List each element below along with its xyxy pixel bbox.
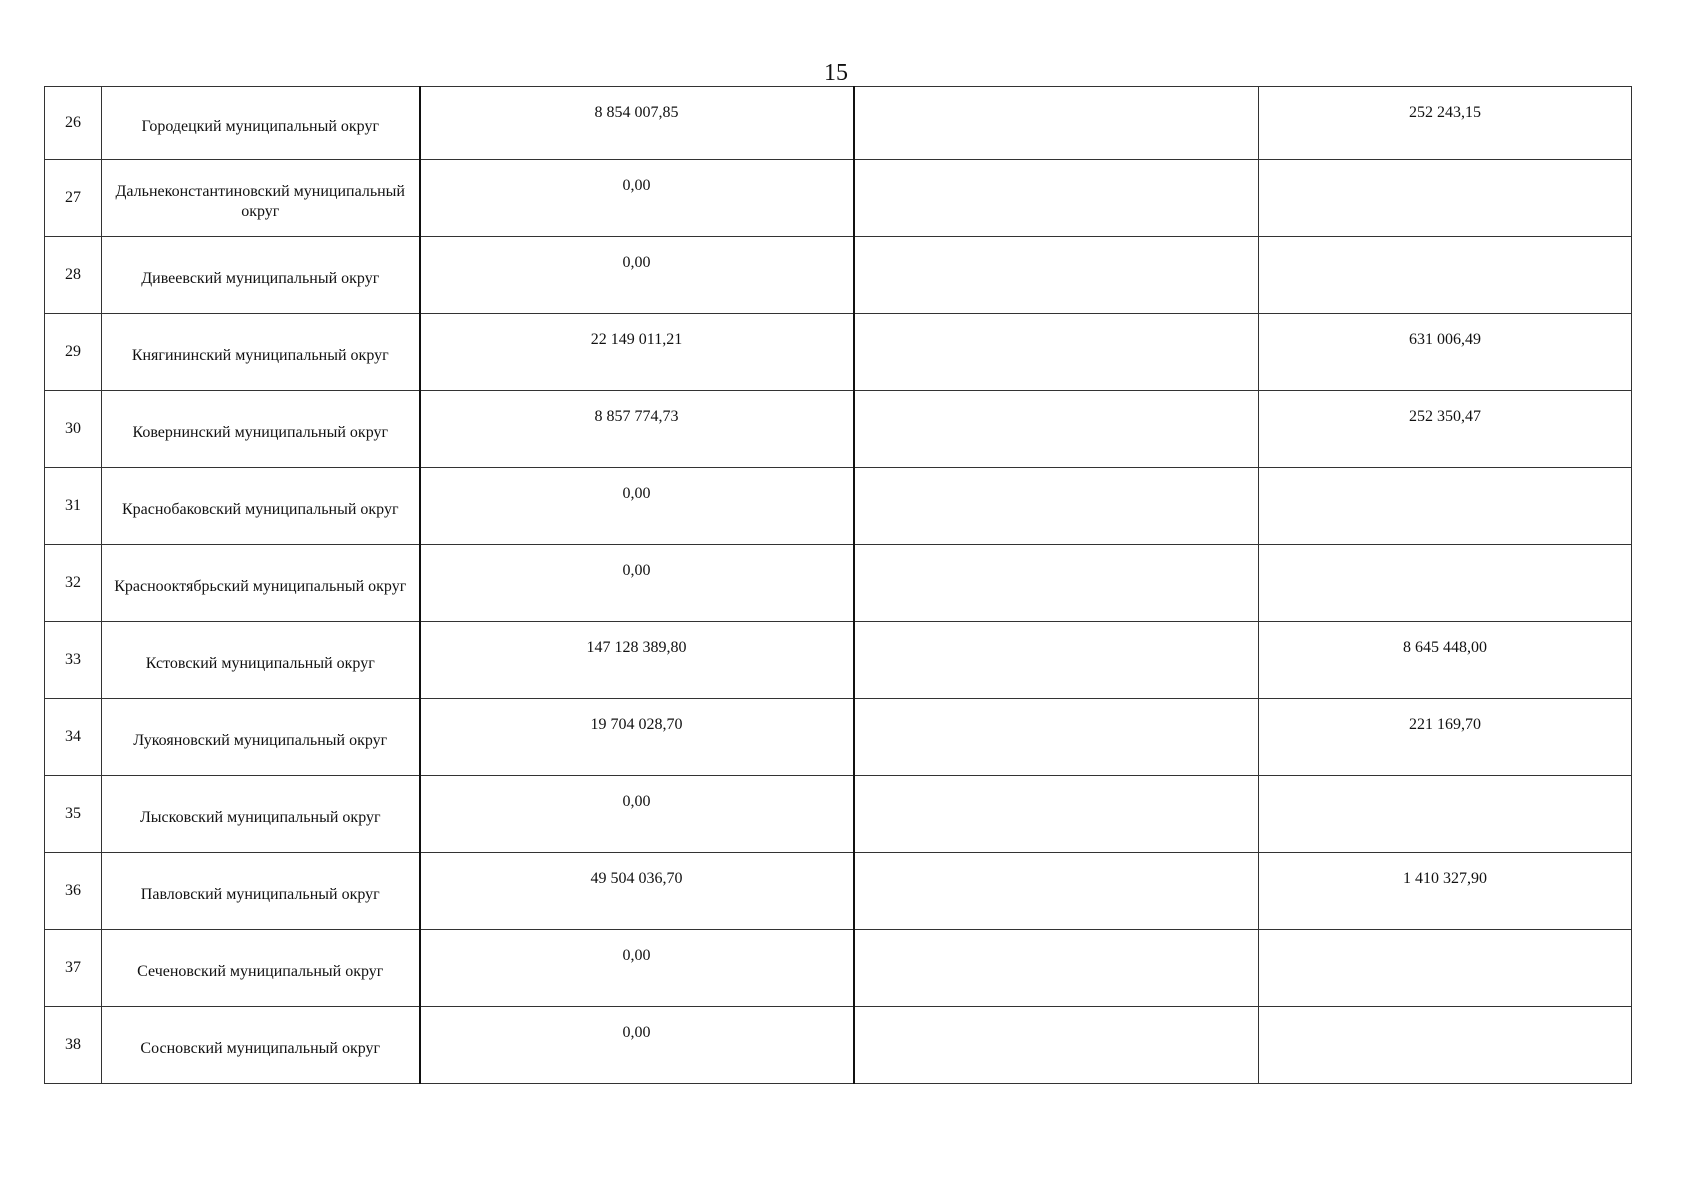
row-number-cell: 35 [45,776,102,853]
table-row [45,699,1632,776]
row-number-cell: 27 [45,160,102,237]
empty-amount-cell [854,468,1259,545]
row-number-cell: 29 [45,314,102,391]
amount-cell: 19 704 028,70 [420,699,854,776]
empty-amount-cell [854,160,1259,237]
table-row [45,391,1632,468]
municipality-name-cell: Дальнеконстантиновский муниципальный округ [102,160,420,237]
amount-cell: 0,00 [420,776,854,853]
row-number-cell: 32 [45,545,102,622]
municipality-name-cell: Городецкий муниципальный округ [102,87,420,160]
row-number-cell: 30 [45,391,102,468]
row-number-cell: 34 [45,699,102,776]
table-row [45,468,1632,545]
secondary-amount-cell [1259,545,1632,622]
municipality-name-cell: Краснобаковский муниципальный округ [102,468,420,545]
empty-amount-cell [854,930,1259,1007]
amount-cell: 0,00 [420,160,854,237]
secondary-amount-cell [1259,160,1632,237]
municipality-name-cell: Павловский муниципальный округ [102,853,420,930]
empty-amount-cell [854,699,1259,776]
table-row [45,1007,1632,1084]
row-number-cell: 28 [45,237,102,314]
table-row [45,237,1632,314]
empty-amount-cell [854,1007,1259,1084]
empty-amount-cell [854,87,1259,160]
row-number-cell: 37 [45,930,102,1007]
municipality-name-cell: Лысковский муниципальный округ [102,776,420,853]
secondary-amount-cell [1259,237,1632,314]
table-row [45,160,1632,237]
table-row [45,622,1632,699]
empty-amount-cell [854,391,1259,468]
table-row [45,930,1632,1007]
municipality-name-cell: Княгининский муниципальный округ [102,314,420,391]
secondary-amount-cell [1259,1007,1632,1084]
row-number-cell: 36 [45,853,102,930]
table-row [45,776,1632,853]
amount-cell: 0,00 [420,468,854,545]
amount-cell: 49 504 036,70 [420,853,854,930]
municipality-name-cell: Сосновский муниципальный округ [102,1007,420,1084]
empty-amount-cell [854,776,1259,853]
secondary-amount-cell: 631 006,49 [1259,314,1632,391]
empty-amount-cell [854,237,1259,314]
data-table [44,86,1632,1084]
secondary-amount-cell: 8 645 448,00 [1259,622,1632,699]
row-number-cell: 38 [45,1007,102,1084]
amount-cell: 147 128 389,80 [420,622,854,699]
empty-amount-cell [854,545,1259,622]
amount-cell: 0,00 [420,237,854,314]
secondary-amount-cell [1259,776,1632,853]
empty-amount-cell [854,622,1259,699]
empty-amount-cell [854,314,1259,391]
municipality-name-cell: Ковернинский муниципальный округ [102,391,420,468]
amount-cell: 8 857 774,73 [420,391,854,468]
secondary-amount-cell: 1 410 327,90 [1259,853,1632,930]
amount-cell: 0,00 [420,545,854,622]
municipality-name-cell: Кстовский муниципальный округ [102,622,420,699]
municipality-name-cell: Лукояновский муниципальный округ [102,699,420,776]
empty-amount-cell [854,853,1259,930]
secondary-amount-cell: 252 350,47 [1259,391,1632,468]
secondary-amount-cell [1259,930,1632,1007]
table-row [45,853,1632,930]
row-number-cell: 26 [45,87,102,160]
municipality-name-cell: Краснооктябрьский муниципальный округ [102,545,420,622]
secondary-amount-cell [1259,468,1632,545]
secondary-amount-cell: 252 243,15 [1259,87,1632,160]
amount-cell: 0,00 [420,930,854,1007]
secondary-amount-cell: 221 169,70 [1259,699,1632,776]
table-row [45,314,1632,391]
amount-cell: 22 149 011,21 [420,314,854,391]
page-number: 15 [824,60,848,86]
municipality-name-cell: Дивеевский муниципальный округ [102,237,420,314]
table-row [45,87,1632,160]
table-row [45,545,1632,622]
row-number-cell: 31 [45,468,102,545]
amount-cell: 0,00 [420,1007,854,1084]
amount-cell: 8 854 007,85 [420,87,854,160]
municipality-name-cell: Сеченовский муниципальный округ [102,930,420,1007]
row-number-cell: 33 [45,622,102,699]
